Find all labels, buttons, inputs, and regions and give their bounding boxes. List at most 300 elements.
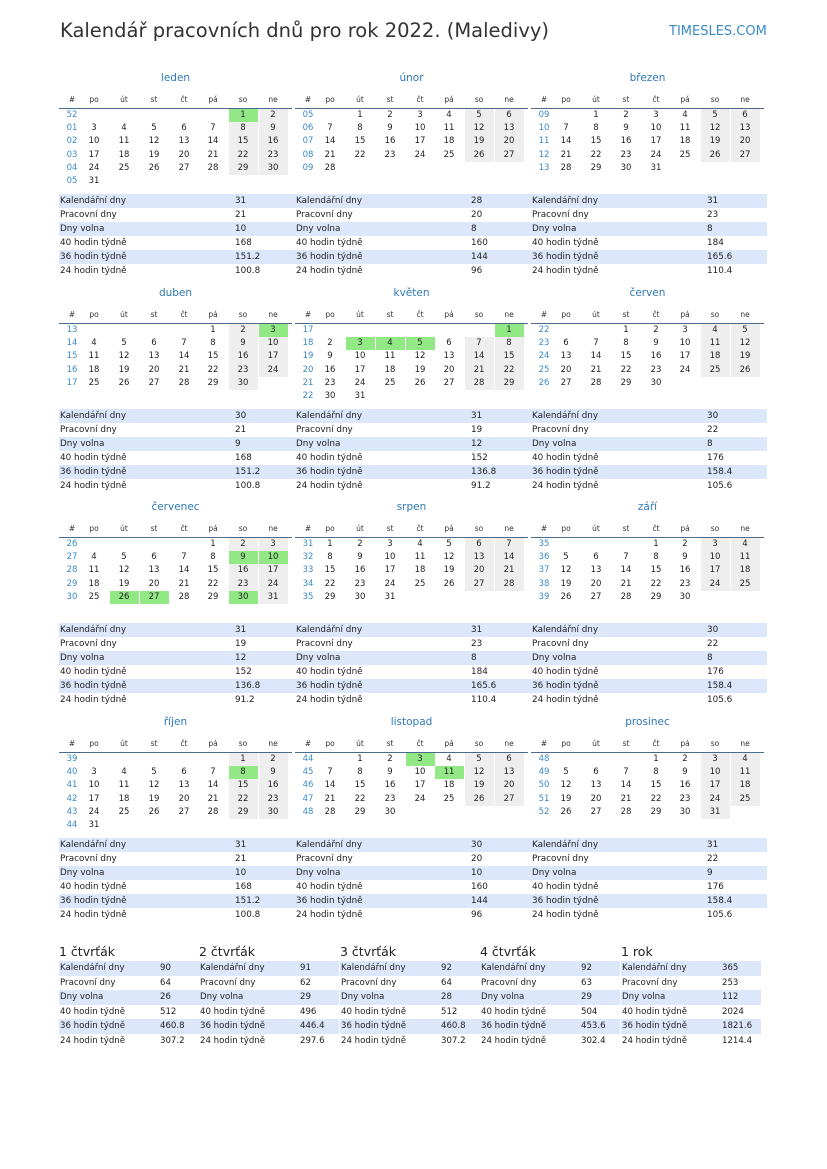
day-cell: 30 (354, 591, 366, 602)
weekend-day-cell: 2 (259, 753, 288, 766)
holiday-day-cell: 3 (259, 324, 288, 337)
weekday-header: ne (504, 95, 514, 104)
stats-label: Dny volna (532, 653, 577, 663)
week-row (59, 564, 292, 577)
week-row (295, 350, 528, 363)
stats-value: 20 (471, 854, 483, 864)
stats-value: 365 (722, 963, 739, 973)
day-cell: 26 (560, 806, 572, 817)
stats-row (531, 665, 767, 679)
stats-row (59, 437, 295, 451)
day-cell: 31 (88, 819, 100, 830)
day-cell: 20 (178, 793, 190, 804)
stats-label: 36 hodin týdně (296, 896, 363, 906)
weekend-day-cell: 29 (229, 806, 258, 819)
weekend-day-cell: 10 (701, 766, 730, 779)
stats-value: 30 (235, 411, 247, 421)
week-number: 52 (66, 110, 78, 120)
week-row (295, 779, 528, 792)
empty-day-cell (435, 591, 464, 604)
day-cell: 6 (151, 552, 157, 563)
quarter-stats-row (621, 990, 761, 1005)
weekend-day-cell: 28 (465, 377, 494, 390)
stats-row (59, 423, 295, 437)
weekday-header-row (59, 310, 292, 324)
stats-label: 36 hodin týdně (341, 1021, 407, 1032)
holiday-day-cell: 4 (376, 337, 405, 350)
empty-day-cell (316, 753, 345, 766)
week-number: 48 (302, 806, 314, 817)
weekday-header: ne (740, 524, 750, 533)
day-cell: 19 (560, 578, 572, 589)
stats-row (531, 852, 767, 866)
week-row (59, 364, 292, 377)
weekend-day-cell: 30 (259, 162, 288, 175)
stats-label: 36 hodin týdně (200, 1021, 266, 1032)
day-cell: 5 (121, 552, 127, 563)
empty-day-cell (140, 109, 169, 122)
weekday-header: so (238, 95, 248, 104)
stats-row (531, 637, 767, 651)
stats-label: 36 hodin týdně (532, 896, 599, 906)
day-cell: 17 (414, 780, 426, 791)
quarter-stats-row (621, 1019, 761, 1034)
stats-value: 168 (235, 453, 252, 463)
day-cell: 18 (118, 793, 130, 804)
week-number: 04 (66, 162, 78, 173)
stats-value: 302.4 (581, 1035, 606, 1046)
holiday-day-cell: 1 (495, 324, 524, 337)
stats-label: 24 hodin týdně (532, 910, 599, 920)
empty-day-cell (170, 819, 199, 832)
week-number: 36 (538, 552, 550, 563)
stats-value: 446.4 (300, 1021, 325, 1032)
day-cell: 16 (354, 565, 366, 576)
stats-value: 307.2 (441, 1035, 466, 1046)
empty-day-cell (552, 753, 581, 766)
stats-label: 24 hodin týdně (60, 695, 127, 705)
day-cell: 23 (384, 149, 396, 160)
stats-label: 36 hodin týdně (60, 1021, 126, 1032)
week-number: 29 (66, 578, 78, 589)
stats-value: 20 (471, 210, 483, 220)
day-cell: 8 (593, 123, 599, 134)
day-cell: 17 (679, 351, 691, 362)
weekend-day-cell: 24 (259, 364, 288, 377)
weekday-header: pá (680, 739, 690, 748)
week-row (59, 779, 292, 792)
weekend-day-cell: 11 (701, 337, 730, 350)
day-cell: 28 (324, 162, 336, 173)
empty-day-cell (316, 109, 345, 122)
day-cell: 16 (384, 136, 396, 147)
weekend-day-cell: 26 (701, 149, 730, 162)
weekend-day-cell: 30 (259, 806, 288, 819)
day-cell: 11 (88, 351, 100, 362)
stats-label: Kalendářní dny (60, 840, 127, 850)
weekday-header: so (238, 310, 248, 319)
weekend-day-cell: 24 (701, 793, 730, 806)
day-cell: 19 (560, 793, 572, 804)
day-cell: 8 (210, 338, 216, 349)
stats-value: 152 (235, 667, 252, 677)
quarter-title: 3 čtvrťák (340, 944, 397, 959)
weekday-header: čt (416, 95, 424, 104)
stats-label: 36 hodin týdně (296, 252, 363, 262)
week-row (59, 551, 292, 564)
week-number: 17 (66, 377, 78, 388)
day-cell: 28 (620, 806, 632, 817)
stats-value: 62 (300, 977, 311, 988)
quarter-stats-row (59, 961, 199, 976)
week-number: 09 (538, 110, 550, 120)
day-cell: 25 (443, 149, 455, 160)
month-calendar (531, 310, 764, 390)
day-cell: 14 (178, 351, 190, 362)
holiday-day-cell: 5 (406, 337, 435, 350)
day-cell: 5 (151, 767, 157, 778)
day-cell: 5 (563, 767, 569, 778)
stats-value: 10 (235, 868, 247, 878)
day-cell: 6 (593, 767, 599, 778)
day-cell: 1 (357, 110, 363, 120)
week-number-header: # (540, 739, 548, 748)
day-cell: 8 (357, 123, 363, 134)
week-row (295, 766, 528, 779)
day-cell: 22 (620, 364, 632, 375)
empty-day-cell (406, 591, 435, 604)
stats-value: 9 (707, 868, 713, 878)
day-cell: 10 (88, 780, 100, 791)
stats-label: 40 hodin týdně (296, 667, 363, 677)
day-cell: 31 (354, 390, 366, 401)
weekday-header: po (561, 739, 571, 748)
stats-label: Dny volna (60, 653, 105, 663)
stats-label: 40 hodin týdně (532, 882, 599, 892)
month-calendar (531, 739, 764, 819)
day-cell: 28 (207, 806, 219, 817)
empty-day-cell (110, 175, 139, 188)
day-cell: 15 (207, 565, 219, 576)
weekend-day-cell: 10 (701, 551, 730, 564)
day-cell: 11 (384, 351, 396, 362)
day-cell: 24 (650, 149, 662, 160)
stats-label: Pracovní dny (532, 425, 589, 435)
stats-value: 96 (471, 266, 483, 276)
stats-row (59, 665, 295, 679)
day-cell: 23 (324, 377, 336, 388)
stats-label: 40 hodin týdně (60, 882, 127, 892)
stats-label: Dny volna (296, 653, 341, 663)
stats-row (295, 908, 531, 922)
stats-label: 24 hodin týdně (481, 1035, 547, 1046)
stats-value: 151.2 (235, 467, 261, 477)
empty-day-cell (435, 324, 464, 337)
day-cell: 10 (414, 123, 426, 134)
day-cell: 13 (443, 351, 455, 362)
weekend-day-cell: 15 (229, 135, 258, 148)
stats-label: 36 hodin týdně (532, 467, 599, 477)
day-cell: 27 (443, 377, 455, 388)
weekend-day-cell: 2 (259, 109, 288, 122)
day-cell: 11 (88, 565, 100, 576)
week-number: 03 (66, 149, 78, 160)
week-number: 12 (538, 149, 550, 160)
stats-value: 28 (441, 992, 452, 1003)
day-cell: 21 (620, 578, 632, 589)
week-number: 40 (66, 767, 78, 778)
stats-value: 105.6 (707, 481, 733, 491)
weekday-header: čt (180, 524, 188, 533)
stats-value: 504 (581, 1006, 598, 1017)
weekday-header-row (295, 310, 528, 324)
weekday-header: čt (652, 310, 660, 319)
stats-row (59, 451, 295, 465)
day-cell: 21 (620, 793, 632, 804)
stats-value: 29 (300, 992, 311, 1003)
week-number: 24 (538, 351, 550, 362)
empty-day-cell (612, 753, 641, 766)
weekend-day-cell: 6 (495, 753, 524, 766)
week-row (531, 135, 764, 148)
stats-value: 176 (707, 667, 724, 677)
weekend-day-cell: 26 (465, 793, 494, 806)
stats-value: 460.8 (160, 1021, 185, 1032)
day-cell: 20 (560, 364, 572, 375)
week-number: 39 (538, 591, 550, 602)
weekend-day-cell: 20 (495, 135, 524, 148)
week-row (295, 377, 528, 390)
stats-row (295, 409, 531, 423)
weekend-day-cell: 22 (229, 149, 258, 162)
day-cell: 20 (148, 364, 160, 375)
week-number: 22 (538, 325, 550, 335)
stats-value: 31 (707, 196, 719, 206)
day-cell: 21 (178, 364, 190, 375)
day-cell: 30 (679, 591, 691, 602)
day-cell: 19 (443, 565, 455, 576)
empty-day-cell (435, 806, 464, 819)
quarter-stats-row (59, 976, 199, 991)
weekend-day-cell: 17 (701, 779, 730, 792)
day-cell: 26 (560, 591, 572, 602)
weekend-day-cell: 30 (229, 377, 258, 390)
stats-value: 23 (471, 639, 483, 649)
day-cell: 21 (324, 793, 336, 804)
day-cell: 27 (590, 591, 602, 602)
weekday-header: ne (740, 739, 750, 748)
stats-label: Kalendářní dny (60, 625, 127, 635)
day-cell: 17 (650, 136, 662, 147)
month-stats-table (531, 623, 767, 707)
stats-label: Dny volna (341, 992, 385, 1003)
empty-day-cell (671, 162, 700, 175)
week-number: 34 (302, 578, 314, 589)
day-cell: 6 (563, 338, 569, 349)
month-stats-table (295, 838, 531, 922)
day-cell: 17 (384, 565, 396, 576)
day-cell: 23 (620, 149, 632, 160)
stats-row (531, 250, 767, 264)
empty-day-cell (612, 538, 641, 551)
week-number: 15 (66, 351, 78, 362)
week-row (59, 324, 292, 337)
day-cell: 27 (590, 806, 602, 817)
week-row (59, 149, 292, 162)
week-number: 08 (302, 149, 314, 160)
stats-value: 31 (235, 196, 247, 206)
stats-value: 26 (160, 992, 171, 1003)
stats-label: 24 hodin týdně (622, 1035, 688, 1046)
weekday-header: čt (652, 95, 660, 104)
week-number: 47 (302, 793, 314, 804)
day-cell: 24 (88, 162, 100, 173)
weekday-header: čt (180, 310, 188, 319)
day-cell: 14 (178, 565, 190, 576)
day-cell: 27 (148, 377, 160, 388)
week-number: 37 (538, 565, 550, 576)
week-number-header: # (304, 95, 312, 104)
stats-label: Dny volna (60, 439, 105, 449)
day-cell: 7 (623, 767, 629, 778)
quarter-title: 4 čtvrťák (480, 944, 537, 959)
weekday-header: pá (680, 310, 690, 319)
stats-row (59, 651, 295, 665)
week-number-header: # (304, 524, 312, 533)
week-row (531, 753, 764, 766)
day-cell: 10 (88, 136, 100, 147)
week-number: 35 (538, 539, 550, 549)
weekend-day-cell: 23 (259, 149, 288, 162)
stats-label: Pracovní dny (296, 639, 353, 649)
weekend-day-cell: 8 (229, 122, 258, 135)
empty-day-cell (346, 162, 375, 175)
weekday-header: čt (652, 739, 660, 748)
day-cell: 24 (679, 364, 691, 375)
month-name: únor (399, 72, 424, 84)
stats-label: 24 hodin týdně (296, 695, 363, 705)
day-cell: 24 (88, 806, 100, 817)
weekday-header: pá (680, 95, 690, 104)
week-number: 09 (302, 162, 314, 173)
stats-label: 24 hodin týdně (296, 481, 363, 491)
stats-value: 91 (300, 963, 311, 973)
stats-value: 12 (235, 653, 247, 663)
weekend-day-cell: 8 (495, 337, 524, 350)
stats-label: Pracovní dny (622, 977, 678, 988)
day-cell: 9 (327, 351, 333, 362)
day-cell: 16 (679, 780, 691, 791)
stats-label: 36 hodin týdně (532, 681, 599, 691)
month-calendar (295, 310, 528, 403)
month-calendar (295, 95, 528, 175)
day-cell: 14 (560, 136, 572, 147)
stats-value: 165.6 (707, 252, 733, 262)
week-number: 50 (538, 780, 550, 791)
day-cell: 11 (414, 552, 426, 563)
day-cell: 6 (181, 767, 187, 778)
stats-value: 184 (471, 667, 488, 677)
month-name: duben (158, 287, 193, 299)
empty-day-cell (170, 538, 199, 551)
stats-row (531, 437, 767, 451)
stats-label: 40 hodin týdně (60, 453, 127, 463)
weekday-header: po (325, 95, 335, 104)
day-cell: 26 (148, 806, 160, 817)
weekday-header: so (474, 739, 484, 748)
day-cell: 15 (324, 565, 336, 576)
stats-value: 10 (235, 224, 247, 234)
quarter-summary (480, 944, 620, 1049)
empty-day-cell (582, 538, 611, 551)
day-cell: 28 (178, 377, 190, 388)
day-cell: 20 (590, 578, 602, 589)
week-number: 19 (302, 351, 314, 362)
stats-value: 168 (235, 238, 252, 248)
quarter-stats-row (621, 961, 761, 976)
day-cell: 13 (590, 780, 602, 791)
weekday-header: čt (416, 739, 424, 748)
day-cell: 10 (384, 552, 396, 563)
day-cell: 30 (324, 390, 336, 401)
weekend-day-cell: 22 (229, 793, 258, 806)
empty-day-cell (110, 109, 139, 122)
holiday-day-cell: 27 (140, 591, 169, 604)
stats-row (59, 679, 295, 693)
stats-label: 24 hodin týdně (532, 266, 599, 276)
week-number-header: # (540, 95, 548, 104)
empty-day-cell (406, 162, 435, 175)
site-link[interactable]: TIMESLES.COM (669, 24, 767, 39)
stats-value: 29 (581, 992, 592, 1003)
weekday-header: po (89, 310, 99, 319)
weekday-header: ne (504, 310, 514, 319)
holiday-day-cell: 26 (110, 591, 139, 604)
stats-row (295, 437, 531, 451)
day-cell: 23 (679, 578, 691, 589)
weekday-header-row (295, 524, 528, 538)
day-cell: 19 (414, 364, 426, 375)
day-cell: 22 (590, 149, 602, 160)
weekend-day-cell: 13 (465, 551, 494, 564)
stats-row (59, 409, 295, 423)
month-name: srpen (396, 501, 427, 513)
stats-value: 8 (707, 439, 713, 449)
empty-day-cell (170, 109, 199, 122)
quarter-stats-row (340, 1005, 480, 1020)
day-cell: 25 (88, 591, 100, 602)
day-cell: 26 (414, 377, 426, 388)
week-row (59, 753, 292, 766)
stats-row (295, 451, 531, 465)
stats-label: Kalendářní dny (622, 963, 687, 973)
stats-value: 136.8 (235, 681, 261, 691)
week-number: 05 (302, 110, 314, 120)
month-name: listopad (390, 716, 433, 728)
day-cell: 7 (623, 552, 629, 563)
week-number: 13 (538, 162, 550, 173)
day-cell: 12 (560, 780, 572, 791)
month-name: prosinec (625, 716, 670, 728)
stats-row (531, 409, 767, 423)
week-row (59, 122, 292, 135)
weekend-day-cell: 18 (731, 564, 760, 577)
stats-label: 24 hodin týdně (532, 695, 599, 705)
stats-value: 168 (235, 882, 252, 892)
stats-label: Pracovní dny (60, 854, 117, 864)
week-number: 42 (66, 793, 78, 804)
day-cell: 12 (148, 136, 160, 147)
